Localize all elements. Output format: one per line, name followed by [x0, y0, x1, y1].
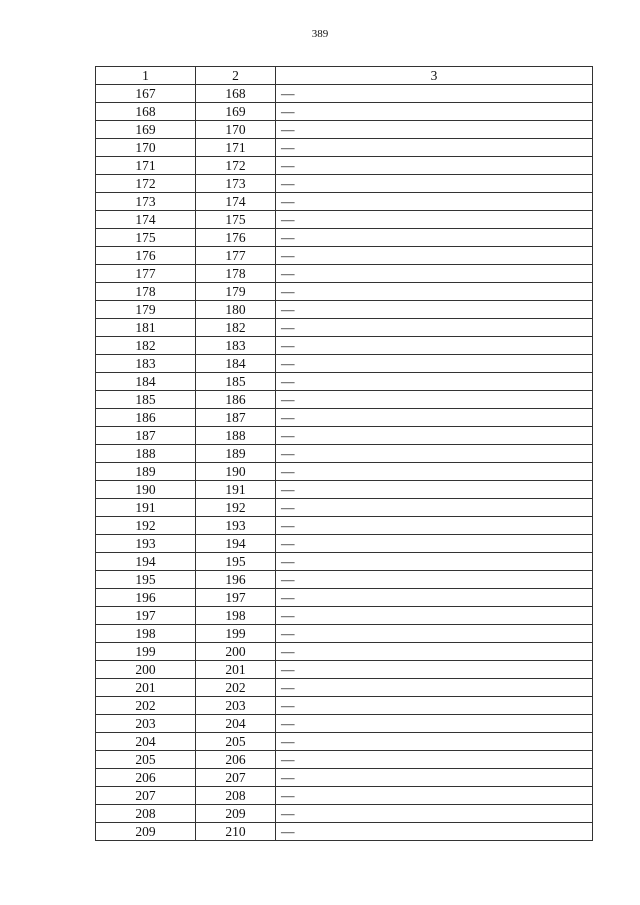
table-row	[96, 85, 593, 103]
cell-col-2: 201	[196, 661, 276, 679]
table-row	[96, 679, 593, 697]
cell-col-2: 198	[196, 607, 276, 625]
table-row	[96, 661, 593, 679]
cell-col-3: —	[276, 589, 593, 607]
cell-col-3: —	[276, 733, 593, 751]
cell-col-2: 186	[196, 391, 276, 409]
table-row	[96, 625, 593, 643]
cell-col-1: 189	[96, 463, 196, 481]
table-row	[96, 175, 593, 193]
cell-col-1: 204	[96, 733, 196, 751]
cell-col-3: —	[276, 499, 593, 517]
cell-col-3: —	[276, 265, 593, 283]
header-col-3: 3	[276, 67, 593, 85]
cell-col-1: 173	[96, 193, 196, 211]
cell-col-3: —	[276, 121, 593, 139]
cell-col-3: —	[276, 823, 593, 841]
cell-col-2: 196	[196, 571, 276, 589]
cell-col-3: —	[276, 643, 593, 661]
cell-col-1: 168	[96, 103, 196, 121]
cell-col-1: 193	[96, 535, 196, 553]
cell-col-2: 175	[196, 211, 276, 229]
cell-col-3: —	[276, 85, 593, 103]
cell-col-2: 190	[196, 463, 276, 481]
cell-col-2: 183	[196, 337, 276, 355]
cell-col-3: —	[276, 607, 593, 625]
table-row	[96, 535, 593, 553]
table-row	[96, 319, 593, 337]
cell-col-1: 192	[96, 517, 196, 535]
cell-col-1: 178	[96, 283, 196, 301]
cell-col-2: 171	[196, 139, 276, 157]
table-row	[96, 787, 593, 805]
cell-col-3: —	[276, 211, 593, 229]
cell-col-1: 182	[96, 337, 196, 355]
cell-col-2: 173	[196, 175, 276, 193]
cell-col-1: 208	[96, 805, 196, 823]
cell-col-3: —	[276, 391, 593, 409]
cell-col-2: 169	[196, 103, 276, 121]
cell-col-3: —	[276, 247, 593, 265]
cell-col-3: —	[276, 769, 593, 787]
cell-col-1: 196	[96, 589, 196, 607]
table-row	[96, 463, 593, 481]
cell-col-2: 207	[196, 769, 276, 787]
cell-col-3: —	[276, 463, 593, 481]
table-row	[96, 229, 593, 247]
cell-col-2: 195	[196, 553, 276, 571]
cell-col-1: 203	[96, 715, 196, 733]
cell-col-1: 186	[96, 409, 196, 427]
table-row	[96, 517, 593, 535]
table-row	[96, 733, 593, 751]
cell-col-1: 194	[96, 553, 196, 571]
table-row	[96, 121, 593, 139]
table-header	[96, 67, 593, 85]
cell-col-3: —	[276, 301, 593, 319]
cell-col-2: 193	[196, 517, 276, 535]
table-row	[96, 553, 593, 571]
cell-col-3: —	[276, 337, 593, 355]
table-row	[96, 211, 593, 229]
cell-col-3: —	[276, 805, 593, 823]
cell-col-2: 191	[196, 481, 276, 499]
cell-col-3: —	[276, 553, 593, 571]
cell-col-3: —	[276, 535, 593, 553]
cell-col-1: 171	[96, 157, 196, 175]
cell-col-3: —	[276, 715, 593, 733]
cell-col-2: 203	[196, 697, 276, 715]
cell-col-3: —	[276, 157, 593, 175]
cell-col-1: 197	[96, 607, 196, 625]
cell-col-3: —	[276, 229, 593, 247]
table-row	[96, 697, 593, 715]
header-col-2: 2	[196, 67, 276, 85]
table-row	[96, 427, 593, 445]
cell-col-1: 179	[96, 301, 196, 319]
cell-col-2: 187	[196, 409, 276, 427]
cell-col-1: 167	[96, 85, 196, 103]
cell-col-1: 199	[96, 643, 196, 661]
cell-col-1: 206	[96, 769, 196, 787]
table-row	[96, 373, 593, 391]
cell-col-3: —	[276, 661, 593, 679]
cell-col-2: 189	[196, 445, 276, 463]
cell-col-3: —	[276, 697, 593, 715]
cell-col-2: 200	[196, 643, 276, 661]
page-number: 389	[311, 28, 329, 40]
cell-col-1: 174	[96, 211, 196, 229]
header-col-1: 1	[96, 67, 196, 85]
table-row	[96, 805, 593, 823]
cell-col-3: —	[276, 445, 593, 463]
cell-col-3: —	[276, 175, 593, 193]
cell-col-2: 170	[196, 121, 276, 139]
cell-col-2: 210	[196, 823, 276, 841]
cell-col-2: 194	[196, 535, 276, 553]
table-row	[96, 103, 593, 121]
cell-col-2: 202	[196, 679, 276, 697]
cell-col-1: 177	[96, 265, 196, 283]
table-body	[96, 85, 593, 841]
cell-col-2: 176	[196, 229, 276, 247]
cell-col-2: 178	[196, 265, 276, 283]
cell-col-2: 168	[196, 85, 276, 103]
cell-col-2: 182	[196, 319, 276, 337]
cell-col-1: 191	[96, 499, 196, 517]
cell-col-2: 192	[196, 499, 276, 517]
cell-col-1: 195	[96, 571, 196, 589]
cell-col-3: —	[276, 427, 593, 445]
cell-col-3: —	[276, 283, 593, 301]
table-row	[96, 445, 593, 463]
table-row	[96, 265, 593, 283]
cell-col-1: 185	[96, 391, 196, 409]
cell-col-1: 190	[96, 481, 196, 499]
cell-col-1: 184	[96, 373, 196, 391]
cell-col-2: 172	[196, 157, 276, 175]
cell-col-1: 183	[96, 355, 196, 373]
cell-col-3: —	[276, 319, 593, 337]
cell-col-1: 176	[96, 247, 196, 265]
cell-col-1: 181	[96, 319, 196, 337]
cell-col-1: 187	[96, 427, 196, 445]
cell-col-2: 188	[196, 427, 276, 445]
cell-col-3: —	[276, 517, 593, 535]
cell-col-1: 205	[96, 751, 196, 769]
cell-col-2: 209	[196, 805, 276, 823]
table-row	[96, 589, 593, 607]
cell-col-3: —	[276, 103, 593, 121]
cell-col-3: —	[276, 193, 593, 211]
cell-col-2: 197	[196, 589, 276, 607]
table-row	[96, 355, 593, 373]
table-row	[96, 301, 593, 319]
cell-col-2: 204	[196, 715, 276, 733]
cell-col-2: 174	[196, 193, 276, 211]
cell-col-1: 207	[96, 787, 196, 805]
cell-col-2: 180	[196, 301, 276, 319]
table-row	[96, 823, 593, 841]
cell-col-3: —	[276, 571, 593, 589]
table-row	[96, 391, 593, 409]
cell-col-3: —	[276, 679, 593, 697]
cell-col-1: 201	[96, 679, 196, 697]
cell-col-3: —	[276, 355, 593, 373]
cell-col-1: 172	[96, 175, 196, 193]
table-row	[96, 481, 593, 499]
table-row	[96, 751, 593, 769]
table-row	[96, 499, 593, 517]
cell-col-1: 200	[96, 661, 196, 679]
cell-col-1: 209	[96, 823, 196, 841]
cell-col-2: 205	[196, 733, 276, 751]
cell-col-1: 202	[96, 697, 196, 715]
table-row	[96, 571, 593, 589]
table-row	[96, 409, 593, 427]
table-row	[96, 337, 593, 355]
table-row	[96, 715, 593, 733]
cell-col-2: 185	[196, 373, 276, 391]
header-row	[96, 67, 593, 85]
table-row	[96, 643, 593, 661]
table-row	[96, 157, 593, 175]
cell-col-1: 169	[96, 121, 196, 139]
table-row	[96, 607, 593, 625]
cell-col-1: 188	[96, 445, 196, 463]
cell-col-3: —	[276, 481, 593, 499]
cell-col-1: 175	[96, 229, 196, 247]
cell-col-2: 208	[196, 787, 276, 805]
cell-col-2: 206	[196, 751, 276, 769]
table-row	[96, 247, 593, 265]
cell-col-3: —	[276, 139, 593, 157]
cell-col-1: 170	[96, 139, 196, 157]
cell-col-3: —	[276, 625, 593, 643]
cell-col-3: —	[276, 373, 593, 391]
cell-col-3: —	[276, 751, 593, 769]
cell-col-1: 198	[96, 625, 196, 643]
cell-col-2: 177	[196, 247, 276, 265]
table-row	[96, 139, 593, 157]
cell-col-2: 179	[196, 283, 276, 301]
table-row	[96, 769, 593, 787]
cell-col-3: —	[276, 409, 593, 427]
cell-col-3: —	[276, 787, 593, 805]
cell-col-2: 184	[196, 355, 276, 373]
cell-col-2: 199	[196, 625, 276, 643]
table-row	[96, 283, 593, 301]
table-row	[96, 193, 593, 211]
data-table	[95, 66, 593, 841]
